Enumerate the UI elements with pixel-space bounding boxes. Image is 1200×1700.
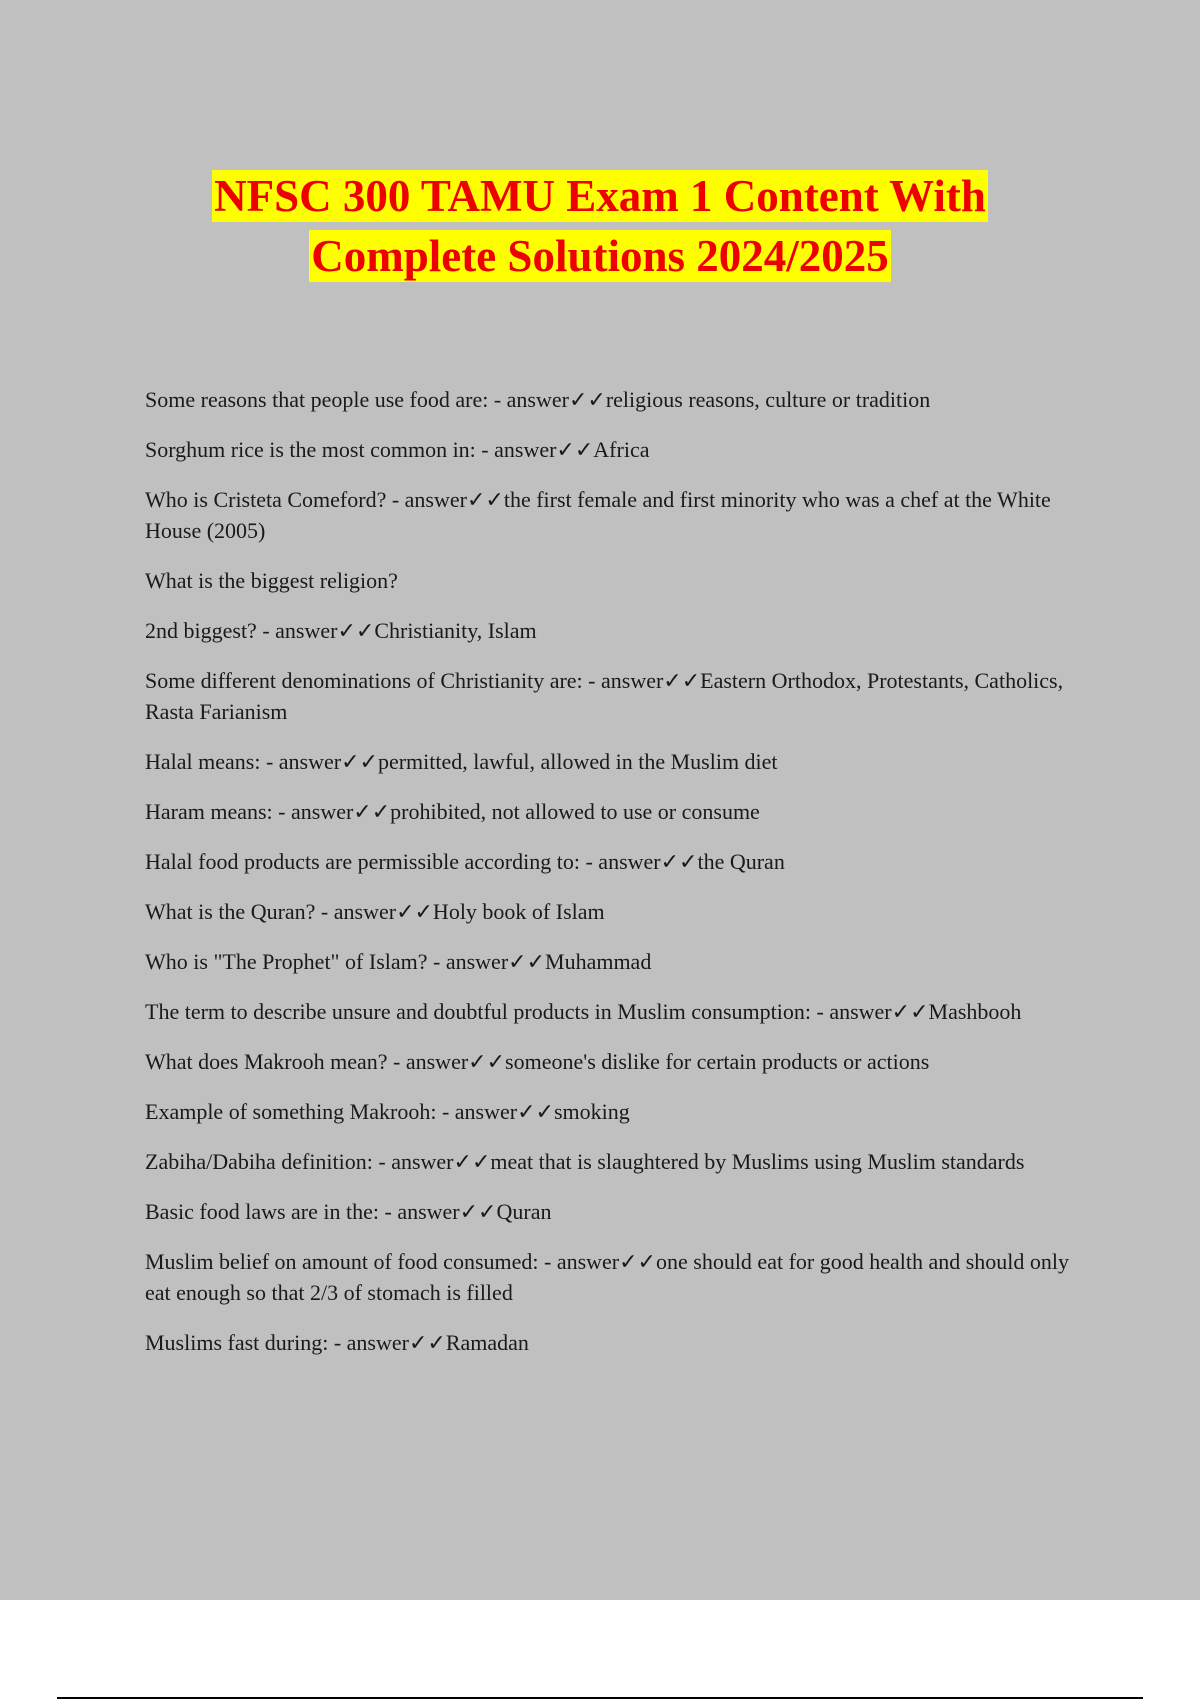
footer-divider (57, 1697, 1143, 1699)
title-line-1: NFSC 300 TAMU Exam 1 Content With (214, 171, 986, 221)
qa-item: 2nd biggest? - answer✓✓Christianity, Islam (145, 618, 537, 643)
qa-item: Zabiha/Dabiha definition: - answer✓✓meat that is slaughtered by Muslims using Muslim standards (145, 1149, 1025, 1174)
qa-item: Who is Cristeta Comeford? - answer✓✓the first female and first minority who was a chef at the White House (2005) (145, 487, 1051, 543)
qa-item: Basic food laws are in the: - answer✓✓Quran (145, 1199, 552, 1224)
qa-item: Example of something Makrooh: - answer✓✓smoking (145, 1099, 630, 1124)
page-title (0, 170, 1200, 290)
qa-item: The term to describe unsure and doubtful products in Muslim consumption: - answer✓✓Mashbooh (145, 999, 1022, 1024)
qa-item: Who is "The Prophet" of Islam? - answer✓✓Muhammad (145, 949, 652, 974)
qa-item: Halal food products are permissible according to: - answer✓✓the Quran (145, 849, 785, 874)
qa-item: Sorghum rice is the most common in: - answer✓✓Africa (145, 437, 650, 462)
qa-item: What is the Quran? - answer✓✓Holy book of Islam (145, 899, 605, 924)
qa-item: Halal means: - answer✓✓permitted, lawful, allowed in the Muslim diet (145, 749, 778, 774)
qa-item: What does Makrooh mean? - answer✓✓someone's dislike for certain products or actions (145, 1049, 930, 1074)
qa-list (145, 384, 1085, 1377)
qa-item: Some different denominations of Christianity are: - answer✓✓Eastern Orthodox, Protestants, Catholics, Rasta Farianism (145, 668, 1064, 724)
qa-item: Muslim belief on amount of food consumed: - answer✓✓one should eat for good health and should only eat enough so that 2/3 of stomach is filled (145, 1249, 1070, 1305)
qa-item: Haram means: - answer✓✓prohibited, not allowed to use or consume (145, 799, 760, 824)
qa-item: Some reasons that people use food are: - answer✓✓religious reasons, culture or tradition (145, 387, 931, 412)
qa-item: Muslims fast during: - answer✓✓Ramadan (145, 1330, 529, 1355)
title-line-2: Complete Solutions 2024/2025 (311, 231, 889, 281)
qa-item: What is the biggest religion? (145, 568, 398, 593)
